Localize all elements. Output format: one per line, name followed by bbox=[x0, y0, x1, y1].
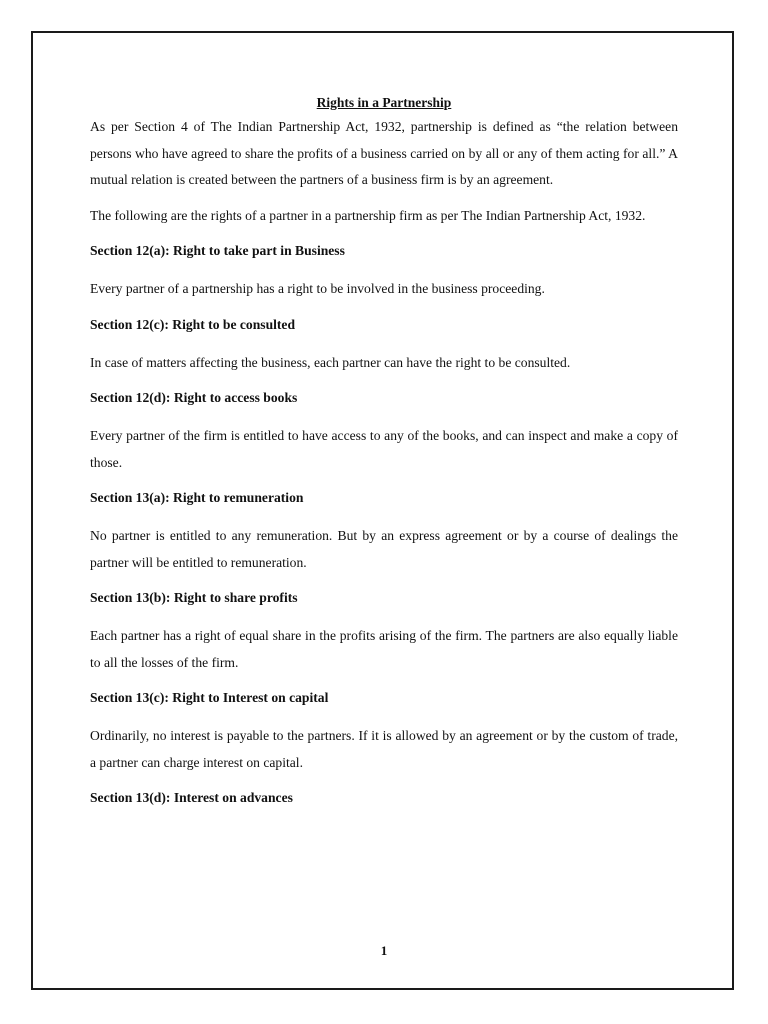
section-heading: Section 13(a): Right to remuneration bbox=[90, 490, 304, 505]
section-body: Each partner has a right of equal share in the profits arising of the firm. The partners are also equally liable to all the losses of the firm. bbox=[90, 628, 678, 670]
section-heading: Section 12(a): Right to take part in Business bbox=[90, 243, 345, 258]
page-number: 1 bbox=[380, 943, 388, 958]
section-body: No partner is entitled to any remuneration. But by an express agreement or by a course of dealings the partner will be entitled to remuneration. bbox=[90, 528, 678, 570]
section-heading: Section 12(d): Right to access books bbox=[90, 390, 298, 405]
section-body: In case of matters affecting the business, each partner can have the right to be consulted. bbox=[90, 354, 571, 370]
section-body: Every partner of the firm is entitled to have access to any of the books, and can inspect and make a copy of those. bbox=[90, 428, 678, 470]
section-heading: Section 13(d): Interest on advances bbox=[90, 790, 293, 805]
intro-paragraph: As per Section 4 of The Indian Partnership Act, 1932, partnership is defined as “the relation between persons who have agreed to share the profits of a business carried on by all or any of them acting for all.” A mutual relation is created between the partners of a business firm is by an agreement. bbox=[90, 119, 678, 187]
document-title: Rights in a Partnership bbox=[316, 95, 452, 110]
section-heading: Section 13(b): Right to share profits bbox=[90, 590, 298, 605]
section-body: Ordinarily, no interest is payable to the partners. If it is allowed by an agreement or by the custom of trade, a partner can charge interest on capital. bbox=[90, 728, 678, 770]
section-heading: Section 13(c): Right to Interest on capital bbox=[90, 690, 329, 705]
intro-paragraph: The following are the rights of a partner in a partnership firm as per The Indian Partnership Act, 1932. bbox=[90, 207, 646, 223]
section-heading: Section 12(c): Right to be consulted bbox=[90, 316, 296, 332]
section-body: Every partner of a partnership has a right to be involved in the business proceeding. bbox=[90, 281, 545, 296]
document-body bbox=[90, 94, 678, 823]
